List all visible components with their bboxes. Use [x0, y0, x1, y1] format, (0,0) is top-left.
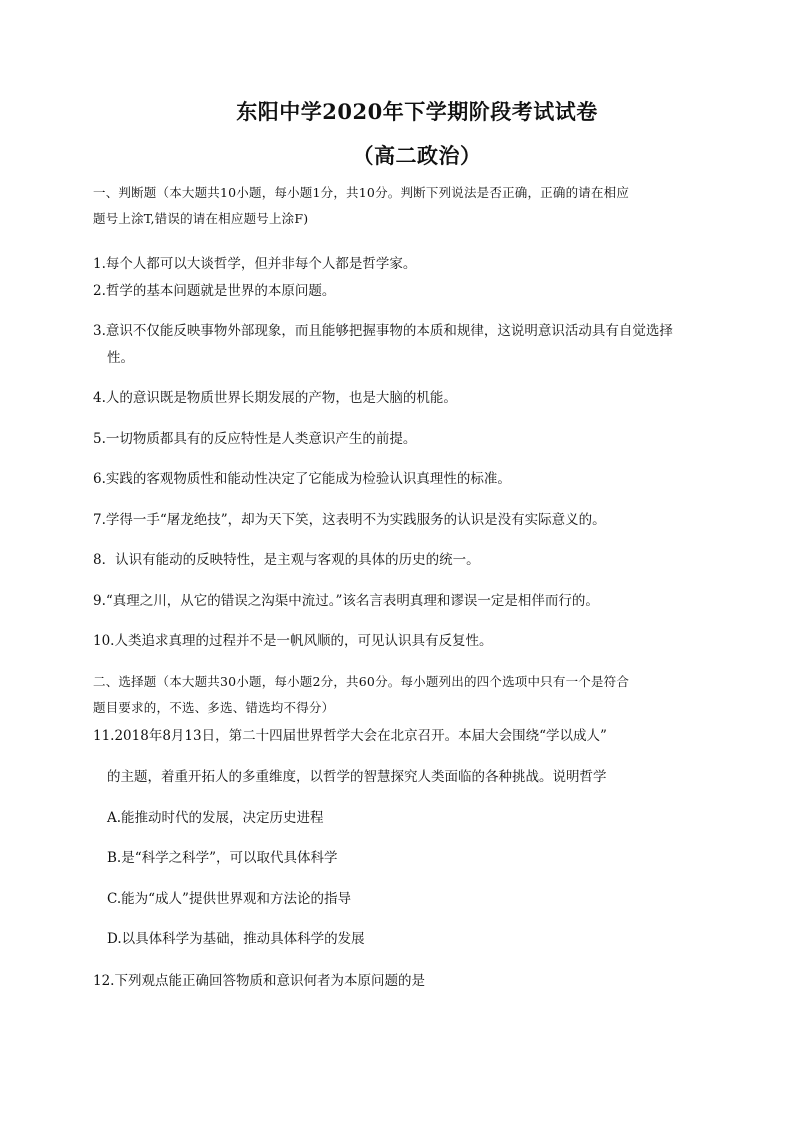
exam-title: 东阳中学2020年下学期阶段考试试卷 [236, 99, 598, 124]
question-2: 2.哲学的基本问题就是世界的本原问题。 [93, 283, 336, 299]
question-8: 8．认识有能动的反映特性，是主观与客观的具体的历史的统一。 [93, 552, 480, 568]
question-11-option-c: C.能为“成人”提供世界观和方法论的指导 [107, 891, 351, 907]
exam-subtitle: （高二政治） [352, 143, 482, 168]
section1-heading-line2: 题号上涂T,错误的请在相应题号上涂F) [93, 211, 309, 226]
question-11-option-b: B.是“科学之科学”，可以取代具体科学 [107, 850, 338, 866]
section2-heading-line2: 题目要求的，不选、多选、错选均不得分） [93, 700, 335, 715]
question-7: 7.学得一手“屠龙绝技”，却为天下笑，这表明不为实践服务的认识是没有实际意义的。 [93, 512, 606, 528]
question-12-line1: 12.下列观点能正确回答物质和意识何者为本原问题的是 [93, 973, 425, 989]
section2-heading [93, 669, 705, 721]
question-3: 3.意识不仅能反映事物外部现象，而且能够把握事物的本质和规律，这说明意识活动具有自觉选择 [93, 323, 673, 339]
question-11-option-a: A.能推动时代的发展，决定历史进程 [107, 810, 324, 826]
question-5: 5.一切物质都具有的反应特性是人类意识产生的前提。 [93, 431, 417, 447]
question-1: 1.每个人都可以大谈哲学，但并非每个人都是哲学家。 [93, 256, 417, 272]
section1-heading-line1: 一、判断题（本大题共10小题，每小题1分，共10分。判断下列说法是否正确，正确的请在相应 [93, 185, 630, 200]
question-11-line1: 11.2018年8月13日，第二十四届世界哲学大会在北京召开。本届大会围绕“学以成人” [93, 728, 607, 744]
section1-heading [93, 180, 705, 232]
question-3-continued: 性。 [107, 350, 134, 366]
question-4: 4.人的意识既是物质世界长期发展的产物，也是大脑的机能。 [93, 390, 457, 406]
question-9: 9.“真理之川，从它的错误之沟渠中流过。”该名言表明真理和谬误一定是相伴而行的。 [93, 593, 599, 609]
question-10: 10.人类追求真理的过程并不是一帆风顺的，可见认识具有反复性。 [93, 633, 493, 649]
question-6: 6.实践的客观物质性和能动性决定了它能成为检验认识真理性的标准。 [93, 471, 511, 487]
question-11-line2: 的主题，着重开拓人的多重维度，以哲学的智慧探究人类面临的各种挑战。说明哲学 [107, 769, 607, 785]
section2-heading-line1: 二、选择题（本大题共30小题，每小题2分，共60分。每小题列出的四个选项中只有一个是符合 [93, 674, 630, 689]
question-11-option-d: D.以具体科学为基础，推动具体科学的发展 [107, 931, 365, 947]
